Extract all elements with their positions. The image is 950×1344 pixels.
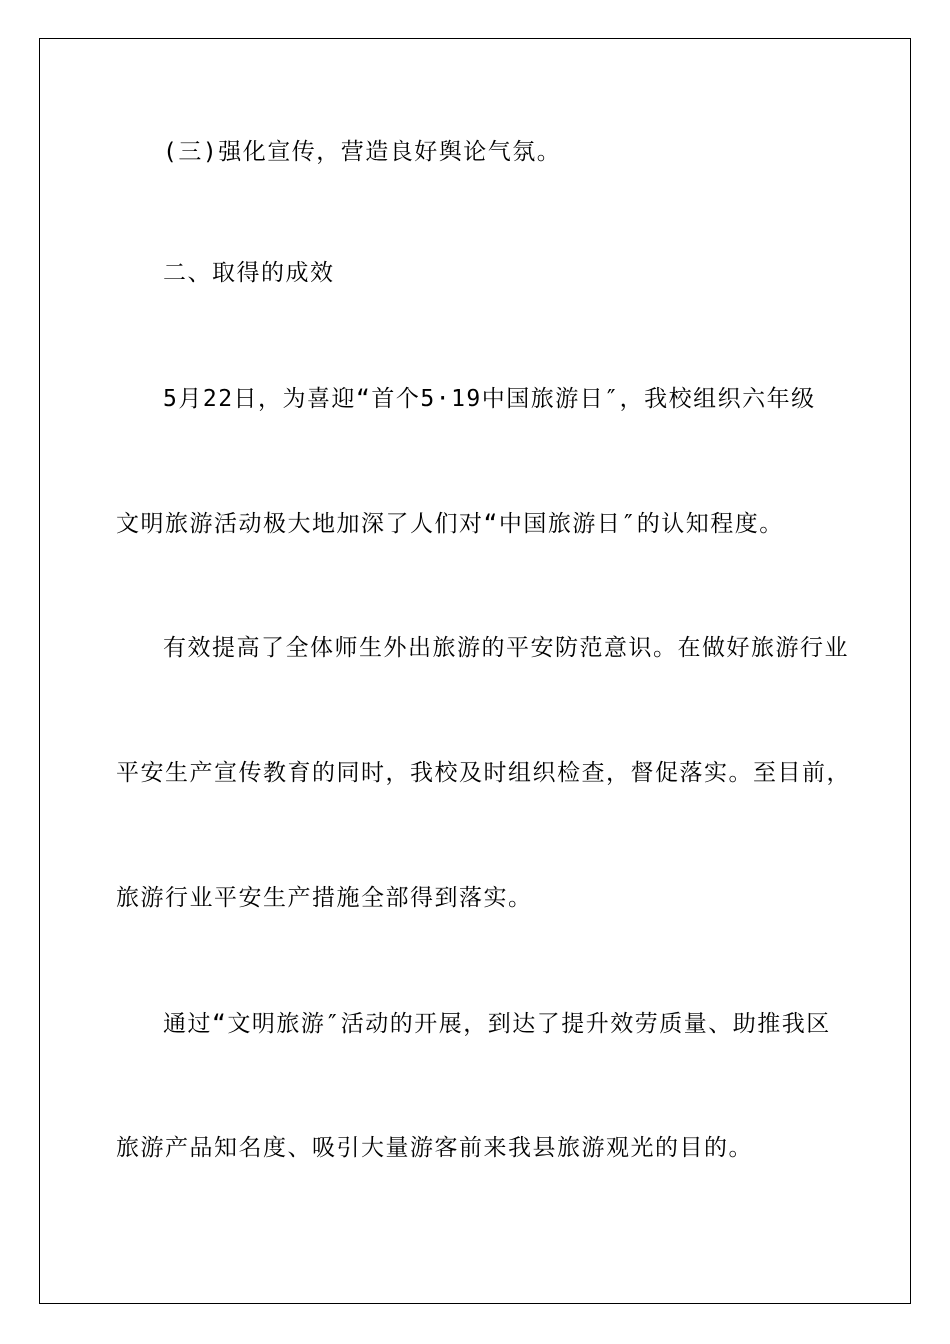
- section-heading-publicity: (三)强化宣传，营造良好舆论气氛。: [163, 139, 562, 165]
- paragraph-line: 旅游产品知名度、吸引大量游客前来我县旅游观光的目的。: [116, 1135, 753, 1161]
- section-heading-results: 二、取得的成效: [163, 260, 335, 286]
- paragraph-line: 5月22日，为喜迎“首个5·19中国旅游日″，我校组织六年级: [163, 386, 816, 412]
- paragraph-line: 文明旅游活动极大地加深了人们对“中国旅游日″的认知程度。: [116, 511, 784, 537]
- page-border: [39, 38, 911, 1304]
- paragraph-line: 旅游行业平安生产措施全部得到落实。: [116, 885, 533, 911]
- paragraph-line: 通过“文明旅游″活动的开展，到达了提升效劳质量、助推我区: [163, 1011, 831, 1037]
- paragraph-line: 有效提高了全体师生外出旅游的平安防范意识。在做好旅游行业: [163, 635, 849, 661]
- paragraph-line: 平安生产宣传教育的同时，我校及时组织检查，督促落实。至目前，: [116, 760, 851, 786]
